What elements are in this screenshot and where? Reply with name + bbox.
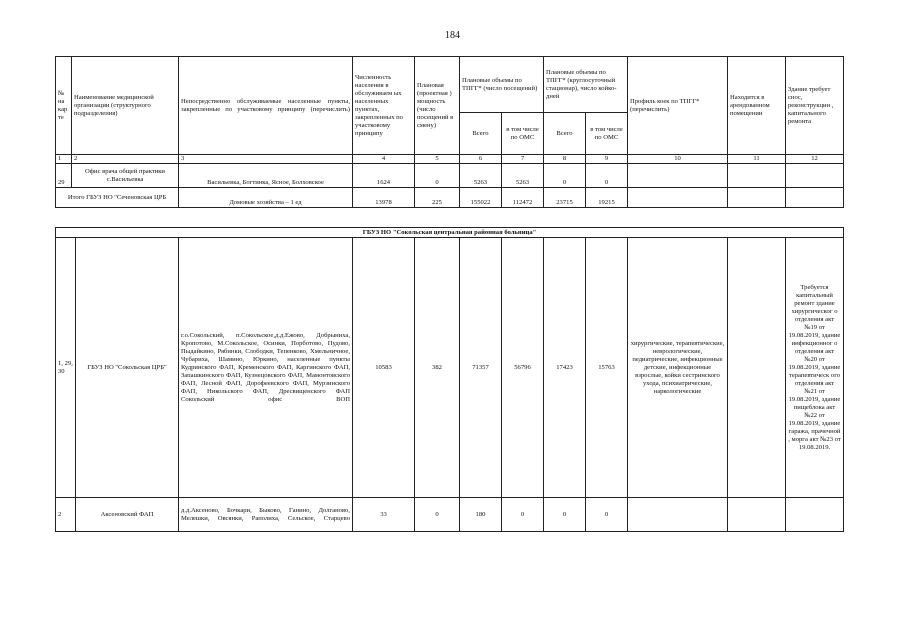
col-num-1: 1 — [56, 155, 72, 164]
row-villages: д.д.Аксеново, Бочкари, Быково, Ганино, Долганово, Мелешки, Овсянки, Раполиха, Сельское, Старцево — [179, 498, 353, 532]
header-rent: Находится в арендованном помещении — [728, 57, 786, 155]
table-sechenovskaya — [55, 56, 844, 208]
col-num-12: 12 — [786, 155, 844, 164]
total-visits-total: 155022 — [460, 188, 502, 208]
header-population: Численность населения в обслуживаем ых населенных пунктах, закрепленных по участковому принципу — [353, 57, 415, 155]
col-num-7: 7 — [502, 155, 544, 164]
row-villages: Васильевка, Богтинка, Ясное, Болховское — [179, 164, 353, 188]
row-visits-total: 180 — [460, 498, 502, 532]
column-number-row — [56, 155, 844, 164]
row-villages: г.о.Сокольский, п.Сокольское,д.д.Ежово, Добрыниха, Кропотово, М.Сокольское, Осинки, Порботово, Пудово, Пыдайкино, Рябинки, Слободки, Тепенково, Хмельничное, Чубариха, Шамино, Юркино, населенные пункты Кудринского ФАП, Кременского ФАП, Каргинского ФАП, Запашкинского ФАП, Кузнецовского ФАП, Мамонтовского ФАП, Лесной ФАП, Дорофеевского ФАП, Мурзинского ФАП, Никольского ФАП, Дресвищенского ФАП Сокольский офис ВОП — [179, 238, 353, 498]
header-profile: Профиль коек по ТПГГ* (перечислить) — [628, 57, 728, 155]
row-population: 33 — [353, 498, 415, 532]
row-beds-oms: 15763 — [586, 238, 628, 498]
row-num: 2 — [56, 498, 76, 532]
row-beds-oms: 0 — [586, 164, 628, 188]
row-repair — [786, 498, 844, 532]
row-beds-oms: 0 — [586, 498, 628, 532]
col-num-6: 6 — [460, 155, 502, 164]
header-num: № на кар те — [56, 57, 72, 155]
total-beds-oms: 19215 — [586, 188, 628, 208]
row-num: 1, 29, 30 — [56, 238, 76, 498]
row-beds-total: 0 — [544, 498, 586, 532]
table-row-total — [56, 188, 844, 208]
total-name: Итого ГБУЗ НО "Сеченовская ЦРБ — [56, 188, 179, 208]
col-num-4: 4 — [353, 155, 415, 164]
row-rent — [728, 498, 786, 532]
col-num-3: 3 — [179, 155, 353, 164]
header-villages: Непосредственно обслуживаемые населенные пункты, закрепленные по участковому принципу (перечислить) — [179, 57, 353, 155]
row-bed-profile — [628, 498, 728, 532]
row-visits-oms: 56796 — [502, 238, 544, 498]
header-beds-total: Всего — [544, 113, 586, 155]
header-visits: Плановые объемы по ТПГГ* (число посещений) — [460, 57, 544, 113]
header-name: Наименование медицинской организации (структурного подразделения) — [72, 57, 179, 155]
row-population: 10583 — [353, 238, 415, 498]
table-row — [56, 498, 844, 532]
row-capacity: 382 — [415, 238, 460, 498]
row-visits-oms: 5263 — [502, 164, 544, 188]
table-row — [56, 238, 844, 498]
col-num-5: 5 — [415, 155, 460, 164]
col-num-10: 10 — [628, 155, 728, 164]
total-capacity: 225 — [415, 188, 460, 208]
col-num-9: 9 — [586, 155, 628, 164]
row-capacity: 0 — [415, 164, 460, 188]
table-sokolskaya — [55, 227, 844, 532]
total-villages: Домовые хозяйства – 1 ед — [179, 188, 353, 208]
row-visits-oms: 0 — [502, 498, 544, 532]
table-row — [56, 164, 844, 188]
col-num-2: 2 — [72, 155, 179, 164]
total-beds-total: 23715 — [544, 188, 586, 208]
header-beds-oms: в том числе по ОМС — [586, 113, 628, 155]
header-capacity: Плановая (проектная ) мощность (число посещений в смену) — [415, 57, 460, 155]
row-population: 1624 — [353, 164, 415, 188]
row-bed-profile: хирургические, терапевтические, неврологические, педиатрические, инфекционные детские, инфекционные взрослые, койки сестринского ухода, психиатрические, наркологические — [628, 238, 728, 498]
section-title: ГБУЗ НО "Сокольская центральная районная больница" — [56, 228, 844, 238]
row-repair: Требуется капитальный ремонт здание хирургическог о отделения акт №19 от 19.08.2019, здание инфекционног о отделения акт №20 от 19.08.2019, здание терапевтическ ого отделения акт №21 от 19.08.2019, здание пищеблока акт №22 от 19.08.2019, здание гаража, прачечной , морга акт №23 от 19.08.2019. — [786, 238, 844, 498]
col-num-8: 8 — [544, 155, 586, 164]
row-visits-total: 71357 — [460, 238, 502, 498]
row-rent — [728, 238, 786, 498]
header-visits-total: Всего — [460, 113, 502, 155]
row-beds-total: 0 — [544, 164, 586, 188]
row-capacity: 0 — [415, 498, 460, 532]
total-population: 13978 — [353, 188, 415, 208]
row-num: 29 — [56, 164, 72, 188]
row-beds-total: 17423 — [544, 238, 586, 498]
col-num-11: 11 — [728, 155, 786, 164]
row-name: ГБУЗ НО "Сокольская ЦРБ" — [76, 238, 179, 498]
header-bed-days: Плановые объемы по ТПГГ* (круглосуточный стационар), число койко-дней — [544, 57, 628, 113]
header-visits-oms: в том числе по ОМС — [502, 113, 544, 155]
row-visits-total: 5263 — [460, 164, 502, 188]
row-name: Офис врача общей практики с.Васильевка — [72, 164, 179, 188]
header-repair: Здание требует снос, реконструкции , капитального ремонта — [786, 57, 844, 155]
page-number: 184 — [445, 30, 460, 41]
total-visits-oms: 112472 — [502, 188, 544, 208]
row-name: Аксеновский ФАП — [76, 498, 179, 532]
